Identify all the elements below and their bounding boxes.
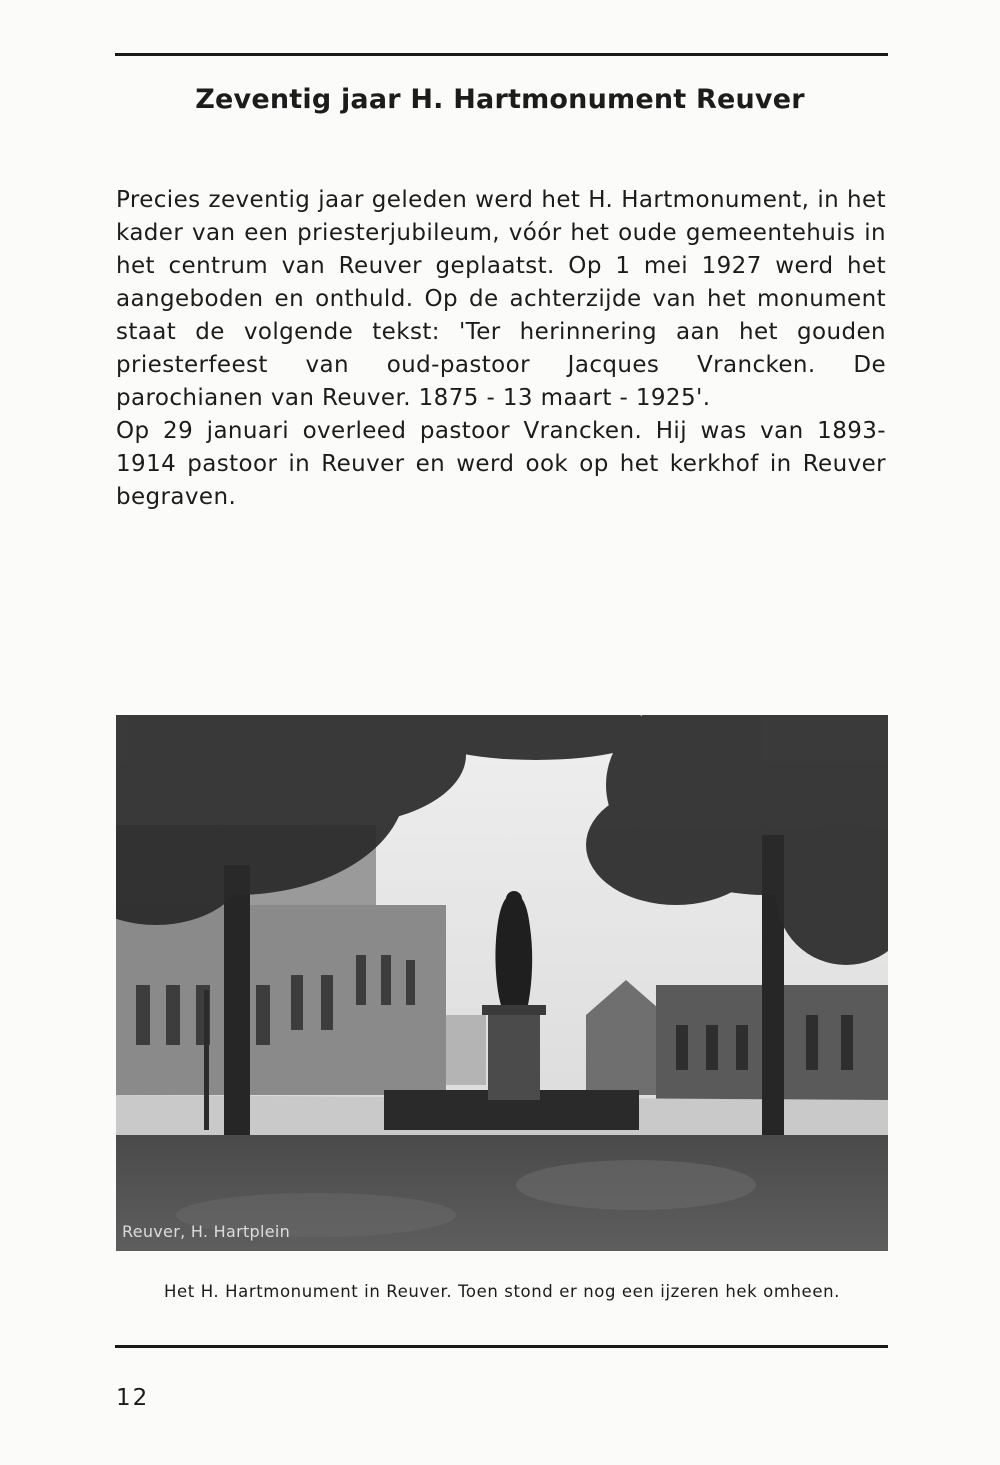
photo-caption: Het H. Hartmonument in Reuver. Toen stond er nog een ijzeren hek omheen. <box>164 1282 840 1301</box>
monument-photo <box>116 715 888 1251</box>
paragraph-1: Precies zeventig jaar geleden werd het H. Hartmonument, in het kader van een priesterjubileum, vóór het oude gemeentehuis in het centrum van Reuver geplaatst. Op 1 mei 1927 werd het aangeboden en onthuld. Op de achterzijde van het monument staat de volgende tekst: 'Ter herinnering aan het gouden priesterfeest van oud-pastoor Jacques Vrancken. De parochianen van Reuver. 1875 - 13 maart - 1925'. <box>116 187 886 411</box>
paragraph-2: Op 29 januari overleed pastoor Vrancken. Hij was van 1893-1914 pastoor in Reuver en werd ook op het kerkhof in Reuver begraven. <box>116 418 886 510</box>
top-rule <box>115 53 888 56</box>
page-number: 12 <box>116 1385 150 1411</box>
article-title: Zeventig jaar H. Hartmonument Reuver <box>195 84 805 115</box>
photo-illustration <box>116 715 888 1251</box>
bottom-rule <box>115 1345 888 1348</box>
photo-label: Reuver, H. Hartplein <box>122 1222 291 1241</box>
article-body <box>116 184 886 514</box>
